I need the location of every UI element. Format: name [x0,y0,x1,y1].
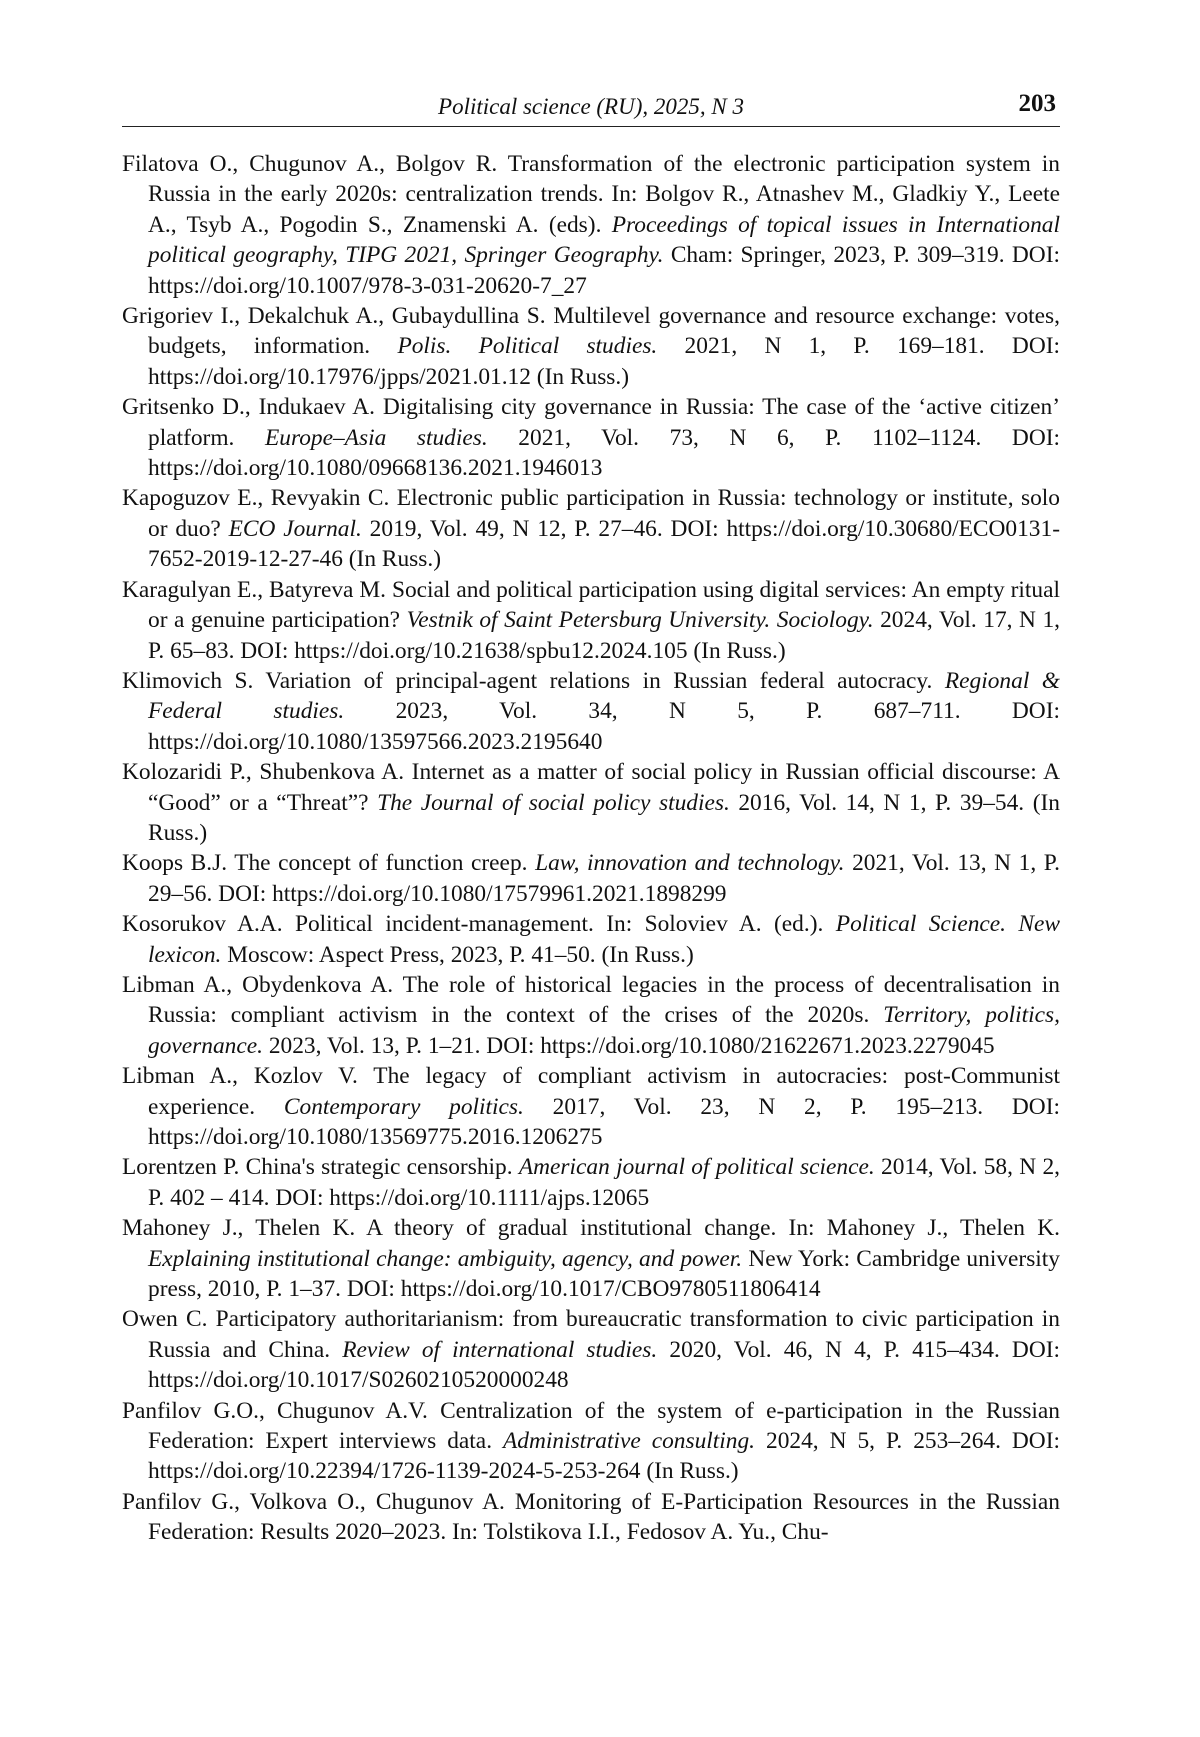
reference-item [122,1487,1060,1548]
reference-text: Owen C. Participatory authoritarianism: from bureaucratic transformation to civic participation in Russia and China. [122,1306,1060,1363]
reference-item [122,1304,1060,1395]
reference-item [122,149,1060,301]
reference-details: 2014, Vol. 58, N 2, P. 402 – 414. DOI: https://doi.org/10.1111/ajps.12065 [148,1154,1060,1211]
reference-details: 2021, Vol. 13, N 1, P. 29–56. DOI: https://doi.org/10.1080/17579961.2021.1898299 [148,850,1060,907]
reference-text: Koops B.J. The concept of function creep. [122,850,536,877]
reference-source-title: Territory, politics, governance. [148,1002,1061,1059]
reference-text: Panfilov G., Volkova O., Chugunov A. Monitoring of E-Participation Resources in the Russian Federation: Results 2020–2023. In: Tolstikova I.I., Fedosov A. Yu., Chu- [122,1488,1060,1546]
reference-source-title: Vestnik of Saint Petersburg University. Sociology. [406,607,874,634]
reference-source-title: Administrative consulting. [503,1428,756,1455]
reference-item [122,1152,1060,1213]
reference-source-title: Political Science. New lexicon. [148,911,1060,968]
reference-source-title: Law, innovation and technology. [535,850,845,877]
reference-item [122,666,1060,757]
reference-text: Kapoguzov E., Revyakin C. Electronic public participation in Russia: technology or institute, solo or duo? [122,485,1060,542]
reference-details: Moscow: Aspect Press, 2023, P. 41–50. (In Russ.) [221,941,694,968]
reference-text: Lorentzen P. China's strategic censorship. [122,1154,519,1181]
reference-item [122,1061,1060,1152]
reference-text: Panfilov G.O., Chugunov A.V. Centralization of the system of e-participation in the Russian Federation: Expert interviews data. [122,1397,1060,1455]
reference-text: Gritsenko D., Indukaev A. Digitalising city governance in Russia: The case of the ‘active citizen’ platform. [122,394,1060,451]
page-number: 203 [1018,90,1056,117]
reference-details: 2020, Vol. 46, N 4, P. 415–434. DOI: https://doi.org/10.1017/S0260210520000248 [148,1336,1061,1394]
reference-source-title: American journal of political science. [518,1154,875,1181]
reference-source-title: ECO Journal. [228,515,362,542]
reference-text: Mahoney J., Thelen K. A theory of gradual institutional change. In: Mahoney J., Thelen K. [122,1215,1060,1242]
page [122,86,1060,1548]
reference-text: Libman A., Kozlov V. The legacy of compliant activism in autocracies: post-Communist experience. [122,1063,1060,1120]
reference-details: 2017, Vol. 23, N 2, P. 195–213. DOI: https://doi.org/10.1080/13569775.2016.1206275 [148,1093,1060,1150]
reference-details: New York: Cambridge university press, 2010, P. 1–37. DOI: https://doi.org/10.1017/CBO9780511806414 [148,1245,1060,1303]
reference-details: 2021, N 1, P. 169–181. DOI: https://doi.org/10.17976/jpps/2021.01.12 (In Russ.) [148,333,1060,390]
reference-details: 2019, Vol. 49, N 12, P. 27–46. DOI: https://doi.org/10.30680/ECO0131-7652-2019-12-27-46 (In Russ.) [148,515,1060,573]
reference-item [122,301,1060,392]
reference-text: Filatova O., Chugunov A., Bolgov R. Transformation of the electronic participation system in Russia in the early 2020s: centralization trends. In: Bolgov R., Atnashev M., Gladkiy Y., Leete A., Tsyb A., Pogodin S., Znamenski A. (eds). [122,151,1060,238]
reference-source-title: Polis. Political studies. [397,333,658,360]
reference-source-title: The Journal of social policy studies. [377,789,730,816]
reference-source-title: Regional & Federal studies. [148,667,1060,725]
reference-item [122,848,1060,909]
reference-text: Karagulyan E., Batyreva M. Social and political participation using digital services: An empty ritual or a genuine participation? [122,576,1060,634]
reference-item [122,1213,1060,1304]
reference-details: 2023, Vol. 34, N 5, P. 687–711. DOI: https://doi.org/10.1080/13597566.2023.2195640 [148,698,1060,755]
reference-source-title: Explaining institutional change: ambiguity, agency, and power. [148,1245,743,1272]
reference-text: Grigoriev I., Dekalchuk A., Gubaydullina S. Multilevel governance and resource exchange: votes, budgets, information. [122,303,1060,360]
reference-source-title: Review of international studies. [342,1336,658,1363]
reference-source-title: Contemporary politics. [283,1093,524,1120]
reference-item [122,392,1060,483]
reference-item [122,757,1060,848]
reference-text: Kosorukov A.A. Political incident-management. In: Soloviev A. (ed.). [122,911,836,938]
reference-text: Libman A., Obydenkova A. The role of historical legacies in the process of decentralisation in Russia: compliant activism in the context of the crises of the 2020s. [122,971,1060,1029]
journal-title: Political science (RU), 2025, N 3 [438,94,744,119]
reference-item [122,483,1060,574]
reference-item [122,970,1060,1061]
reference-text: Klimovich S. Variation of principal-agent relations in Russian federal autocracy. [122,667,945,694]
reference-details: 2021, Vol. 73, N 6, P. 1102–1124. DOI: https://doi.org/10.1080/09668136.2021.1946013 [148,424,1060,482]
reference-source-title: Proceedings of topical issues in International political geography, TIPG 2021, Springer Geography. [148,211,1060,269]
reference-details: 2016, Vol. 14, N 1, P. 39–54. (In Russ.) [148,789,1060,846]
reference-item [122,575,1060,666]
reference-details: 2024, Vol. 17, N 1, P. 65–83. DOI: https://doi.org/10.21638/spbu12.2024.105 (In Russ.) [148,607,1060,664]
reference-text: Kolozaridi P., Shubenkova A. Internet as a matter of social policy in Russian official discourse: A “Good” or a “Threat”? [122,759,1060,816]
reference-details: 2024, N 5, P. 253–264. DOI: https://doi.org/10.22394/1726-1139-2024-5-253-264 (In Russ.) [148,1428,1060,1485]
reference-list [122,149,1060,1548]
running-header [122,86,1060,127]
reference-source-title: Europe–Asia studies. [265,424,488,451]
reference-item [122,909,1060,970]
reference-item [122,1396,1060,1487]
reference-details: 2023, Vol. 13, P. 1–21. DOI: https://doi.org/10.1080/21622671.2023.2279045 [262,1032,995,1059]
reference-details: Cham: Springer, 2023, P. 309–319. DOI: https://doi.org/10.1007/978-3-031-20620-7_27 [148,242,1060,299]
